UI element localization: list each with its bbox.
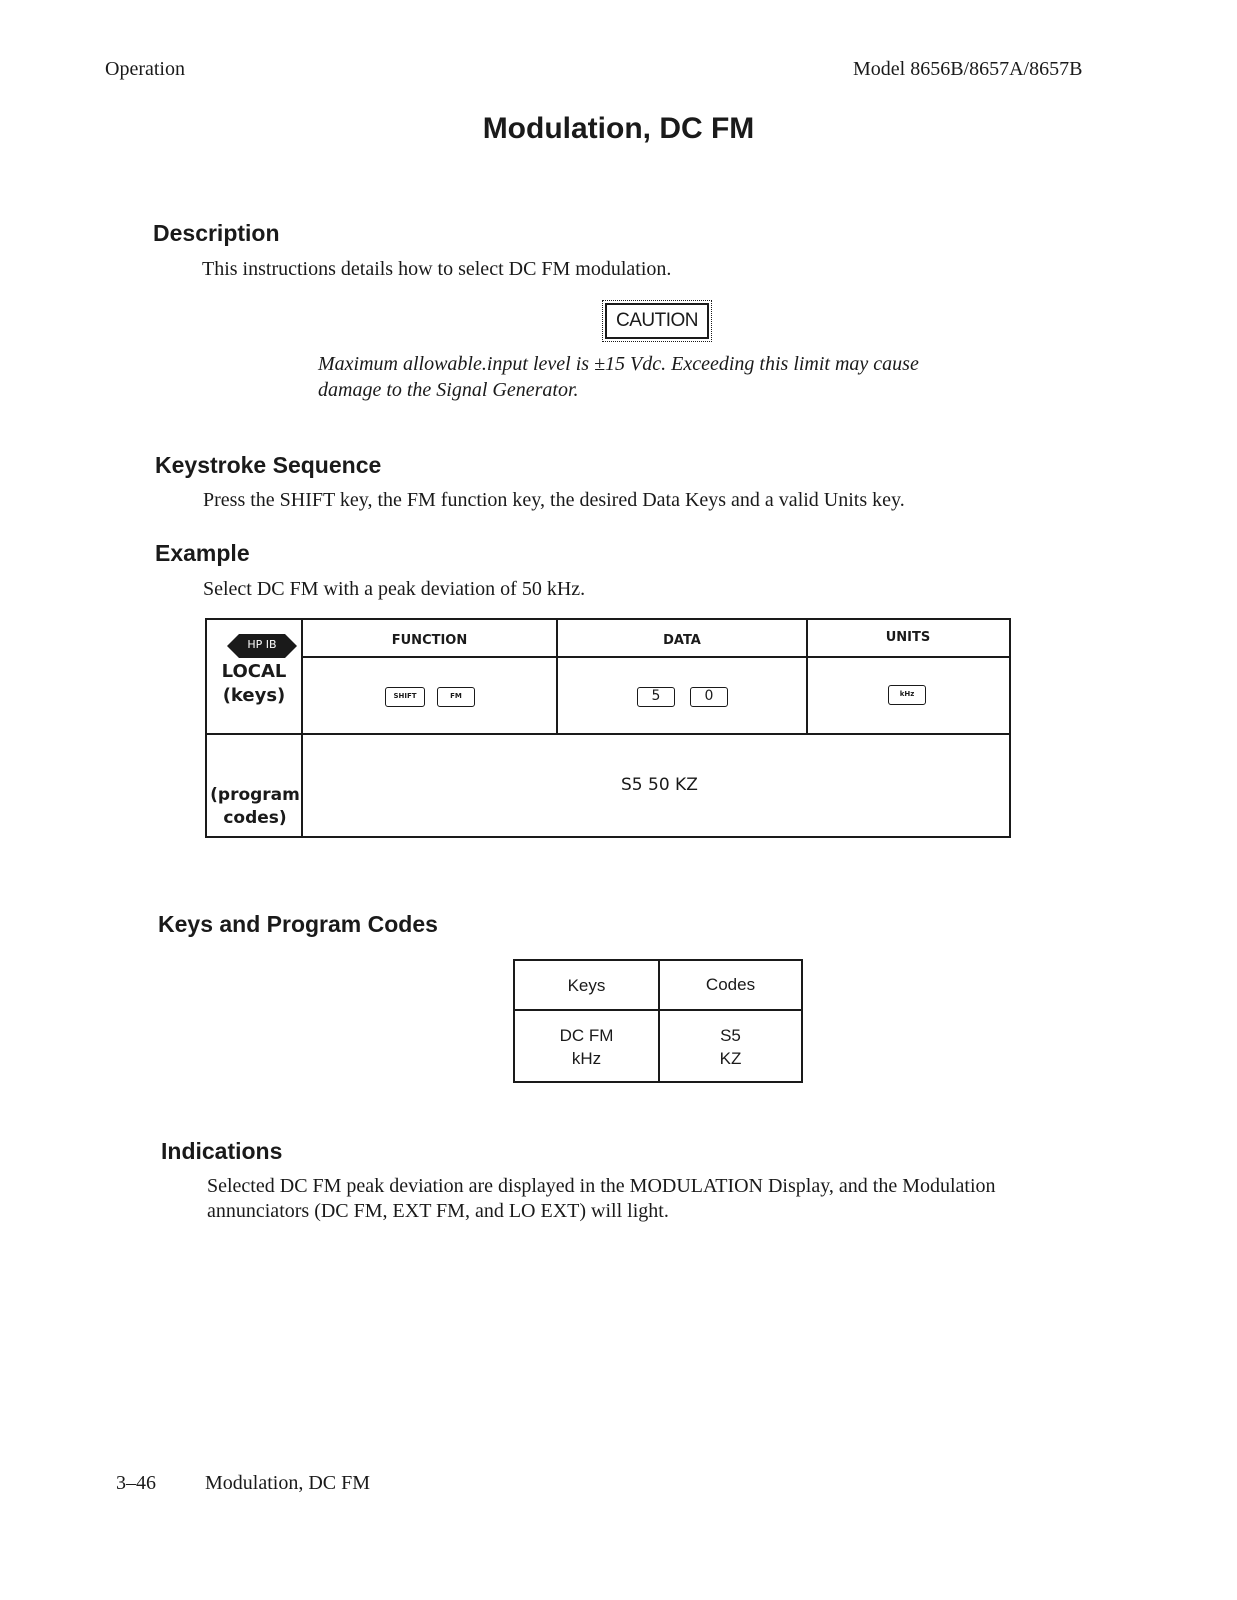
key-cell: DC FM [559,1026,614,1045]
program-label-line1: (program [210,785,300,805]
data-key-0: 0 [690,687,728,707]
example-heading: Example [155,540,250,566]
khz-units-key: kHz [888,685,926,705]
caution-badge: CAUTION [605,303,709,339]
fm-key: FM [437,687,475,707]
example-keystroke-table [205,618,1011,838]
page-number: 3–46 [116,1472,156,1494]
indications-heading: Indications [161,1138,283,1164]
data-key-5: 5 [637,687,675,707]
program-codes-label [207,784,303,830]
shift-key: SHIFT [385,687,425,707]
description-heading: Description [153,220,280,246]
program-label-line2: codes) [223,808,287,828]
local-label-line1: LOCAL [221,661,287,682]
column-header-function: FUNCTION [391,633,468,648]
description-text: This instructions details how to select DC FM modulation. [202,258,672,280]
code-cell: KZ [719,1049,742,1068]
indications-text-line2: annunciators (DC FM, EXT FM, and LO EXT) will light. [207,1200,669,1222]
caution-text-line2: damage to the Signal Generator. [318,379,579,401]
hp-ib-badge-label: HP IB [247,638,277,651]
keystroke-heading: Keystroke Sequence [155,452,382,478]
running-header-left: Operation [105,58,185,80]
code-cell: S5 [720,1026,741,1045]
keys-codes-table [513,959,803,1083]
local-label-line2: (keys) [222,685,286,706]
running-header-right: Model 8656B/8657A/8657B [853,58,1083,80]
indications-text-line1: Selected DC FM peak deviation are displayed in the MODULATION Display, and the Modulation [207,1175,996,1197]
footer-title: Modulation, DC FM [205,1472,371,1494]
local-keys-label [207,660,301,708]
codes-column-header: Codes [705,975,756,994]
key-cell: kHz [571,1049,602,1068]
page-title: Modulation, DC FM [482,112,755,145]
column-header-data: DATA [663,633,701,648]
keystroke-text: Press the SHIFT key, the FM function key, the desired Data Keys and a valid Units key. [203,489,905,511]
column-header-units: UNITS [885,630,931,645]
keys-column-header: Keys [567,976,606,995]
program-code-text: S5 50 KZ [621,775,698,795]
caution-text-line1: Maximum allowable.input level is ±15 Vdc. Exceeding this limit may cause [318,353,919,375]
example-text: Select DC FM with a peak deviation of 50 kHz. [203,578,586,600]
keys-codes-heading: Keys and Program Codes [158,911,438,937]
